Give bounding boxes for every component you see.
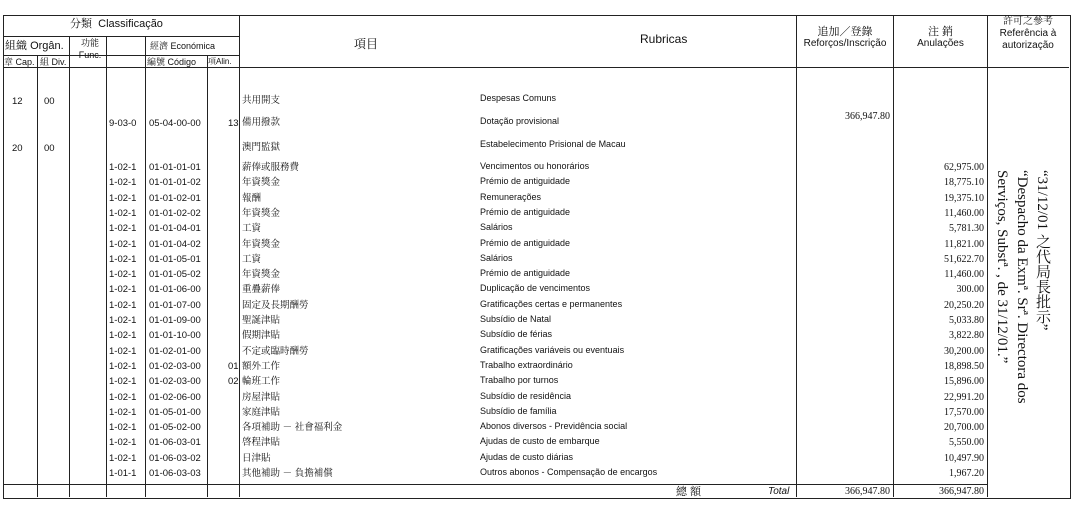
group-zh: 澳門監獄	[242, 142, 281, 153]
hdr-cap: 章 Cap.	[4, 57, 35, 67]
row-code: 01-01-01-02	[149, 177, 201, 188]
hdr-anul: 注 銷 Anulações	[917, 26, 964, 49]
col-line-item	[239, 15, 240, 497]
row-pt: Abonos diversos - Previdência social	[480, 421, 628, 431]
hdr-rubricas: Rubricas	[640, 32, 688, 46]
row-pt: Trabalho extraordinário	[480, 360, 573, 370]
row-pt: Ajudas de custo de embarque	[480, 436, 600, 446]
row-func: 1-02-1	[109, 193, 137, 204]
hdr-econ: 經濟 Económica	[150, 41, 216, 51]
row-zh: 報酬	[242, 193, 262, 204]
row-code: 01-01-05-02	[149, 269, 201, 280]
total-zh: 總 額	[676, 486, 702, 498]
hdr-line-1	[3, 36, 239, 37]
row-pt: Gratificações variáveis ou eventuais	[480, 345, 625, 355]
prov-func: 9-03-0	[109, 118, 137, 129]
row-anul: 18,775.10	[944, 177, 984, 188]
row-anul: 22,991.20	[944, 392, 984, 403]
row-code: 01-01-05-01	[149, 254, 201, 265]
row-code: 01-06-03-01	[149, 437, 201, 448]
row-func: 1-02-1	[109, 300, 137, 311]
row-alin: 02	[228, 376, 239, 387]
row-zh: 假期津貼	[242, 330, 281, 341]
row-zh: 重疊薪俸	[242, 284, 281, 295]
row-func: 1-02-1	[109, 254, 137, 265]
row-func: 1-02-1	[109, 361, 137, 372]
row-zh: 啓程津貼	[242, 437, 281, 448]
row-anul: 20,700.00	[944, 422, 984, 433]
hdr-alin: 項Alin.	[208, 57, 232, 66]
row-zh: 各項補助 － 社會福利金	[242, 422, 343, 433]
row-code: 01-05-02-00	[149, 422, 201, 433]
row-pt: Duplicação de vencimentos	[480, 283, 591, 293]
row-pt: Subsídio de família	[480, 406, 557, 416]
row-anul: 15,896.00	[944, 376, 984, 387]
row-code: 01-06-03-03	[149, 468, 201, 479]
auth-line-3: Serviços, Substª. , de 31/12/01.”	[994, 170, 1010, 364]
row-func: 1-02-1	[109, 376, 137, 387]
row-anul: 11,821.00	[944, 239, 984, 250]
row-pt: Subsídio de Natal	[480, 314, 552, 324]
row-pt: Prémio de antiguidade	[480, 238, 571, 248]
row-func: 1-02-1	[109, 437, 137, 448]
row-pt: Subsídio de residência	[480, 391, 572, 401]
hdr-codigo: 編號 Código	[147, 57, 197, 67]
row-anul: 5,033.80	[949, 315, 984, 326]
row-func: 1-02-1	[109, 407, 137, 418]
row-code: 01-01-02-01	[149, 193, 201, 204]
row-zh: 年資獎金	[242, 177, 281, 188]
row-anul: 18,898.50	[944, 361, 984, 372]
col-line-econ	[106, 36, 107, 497]
total-anul: 366,947.80	[939, 486, 984, 497]
group-cap: 20	[12, 143, 23, 154]
col-line-reforco	[796, 15, 797, 497]
prov-code: 05-04-00-00	[149, 118, 201, 129]
total-reforco: 366,947.80	[845, 486, 890, 497]
row-code: 01-01-10-00	[149, 330, 201, 341]
prov-pt: Dotação provisional	[480, 116, 560, 126]
auth-line-2: “Despacho da Exmª. Srª. Directora dos	[1014, 170, 1030, 404]
row-anul: 17,570.00	[944, 407, 984, 418]
row-anul: 11,460.00	[944, 269, 984, 280]
row-pt: Salários	[480, 253, 513, 263]
row-anul: 11,460.00	[944, 208, 984, 219]
row-func: 1-02-1	[109, 239, 137, 250]
prov-zh: 備用撥款	[242, 117, 281, 128]
row-zh: 輪班工作	[242, 376, 281, 387]
row-zh: 薪俸或服務費	[242, 162, 300, 173]
row-anul: 19,375.10	[944, 193, 984, 204]
row-anul: 30,200.00	[944, 346, 984, 357]
row-anul: 20,250.20	[944, 300, 984, 311]
hdr-func: 功能 Func.	[78, 38, 102, 60]
row-zh: 工資	[242, 254, 262, 265]
row-func: 1-02-1	[109, 422, 137, 433]
row-pt: Salários	[480, 222, 513, 232]
row-zh: 年資獎金	[242, 239, 281, 250]
row-alin: 01	[228, 361, 239, 372]
row-code: 01-02-06-00	[149, 392, 201, 403]
group-zh: 共用開支	[242, 95, 281, 106]
row-zh: 固定及長期酬勞	[242, 300, 309, 311]
row-zh: 日津貼	[242, 453, 271, 464]
row-zh: 家庭津貼	[242, 407, 281, 418]
row-anul: 300.00	[956, 284, 984, 295]
row-func: 1-02-1	[109, 177, 137, 188]
row-anul: 3,822.80	[949, 330, 984, 341]
group-div: 00	[44, 96, 55, 107]
col-line-codigo	[145, 36, 146, 497]
row-zh: 工資	[242, 223, 262, 234]
row-pt: Subsídio de férias	[480, 329, 553, 339]
row-func: 1-02-1	[109, 346, 137, 357]
row-pt: Outros abonos - Compensação de encargos	[480, 467, 658, 477]
row-anul: 1,967.20	[949, 468, 984, 479]
row-code: 01-01-06-00	[149, 284, 201, 295]
col-line-func	[69, 36, 70, 497]
auth-line-1: “31/12/01 之代局長批示”	[1034, 170, 1050, 331]
row-code: 01-01-02-02	[149, 208, 201, 219]
group-div: 00	[44, 143, 55, 154]
row-code: 01-02-01-00	[149, 346, 201, 357]
hdr-classif: 分類 Classificação	[70, 18, 163, 30]
col-line-anul	[893, 15, 894, 497]
prov-reforco: 366,947.80	[845, 111, 890, 122]
row-func: 1-02-1	[109, 453, 137, 464]
row-code: 01-02-03-00	[149, 376, 201, 387]
row-anul: 51,622.70	[944, 254, 984, 265]
row-zh: 房屋津貼	[242, 392, 281, 403]
group-pt: Despesas Comuns	[480, 93, 557, 103]
row-func: 1-02-1	[109, 284, 137, 295]
hdr-organ: 組織 Orgân.	[5, 40, 64, 52]
row-pt: Prémio de antiguidade	[480, 268, 571, 278]
hdr-ref: 許可之參考 Referência à autorização	[999, 16, 1057, 51]
hdr-div: 組 Div.	[40, 57, 67, 67]
row-code: 01-01-09-00	[149, 315, 201, 326]
row-code: 01-01-01-01	[149, 162, 201, 173]
row-pt: Prémio de antiguidade	[480, 176, 571, 186]
row-pt: Gratificações certas e permanentes	[480, 299, 623, 309]
row-zh: 額外工作	[242, 361, 281, 372]
row-zh: 不定或臨時酬勞	[242, 346, 309, 357]
row-code: 01-02-03-00	[149, 361, 201, 372]
row-code: 01-05-01-00	[149, 407, 201, 418]
row-zh: 年資獎金	[242, 208, 281, 219]
row-func: 1-02-1	[109, 330, 137, 341]
row-code: 01-01-04-01	[149, 223, 201, 234]
group-pt: Estabelecimento Prisional de Macau	[480, 139, 626, 149]
row-pt: Vencimentos ou honorários	[480, 161, 590, 171]
group-cap: 12	[12, 96, 23, 107]
row-anul: 5,550.00	[949, 437, 984, 448]
row-pt: Prémio de antiguidade	[480, 207, 571, 217]
hdr-item: 項目	[354, 37, 379, 51]
row-pt: Ajudas de custo diárias	[480, 452, 574, 462]
row-func: 1-02-1	[109, 392, 137, 403]
col-line-div	[37, 55, 38, 497]
row-func: 1-02-1	[109, 315, 137, 326]
col-line-alin	[207, 55, 208, 497]
col-line-ref	[987, 15, 988, 497]
row-zh: 聖誕津貼	[242, 315, 281, 326]
authorization-note	[992, 170, 1052, 420]
row-pt: Trabalho por turnos	[480, 375, 559, 385]
row-code: 01-06-03-02	[149, 453, 201, 464]
row-anul: 5,781.30	[949, 223, 984, 234]
hdr-reforcos: 追加／登錄 Reforços/Inscrição	[803, 26, 887, 49]
total-pt: Total	[768, 486, 790, 497]
row-zh: 年資獎金	[242, 269, 281, 280]
row-func: 1-02-1	[109, 223, 137, 234]
row-code: 01-01-04-02	[149, 239, 201, 250]
hdr-line-2	[3, 55, 239, 56]
row-anul: 62,975.00	[944, 162, 984, 173]
row-func: 1-02-1	[109, 208, 137, 219]
total-line-top	[3, 484, 987, 485]
row-func: 1-02-1	[109, 269, 137, 280]
row-anul: 10,497.90	[944, 453, 984, 464]
prov-alin: 13	[228, 118, 239, 129]
row-func: 1-01-1	[109, 468, 137, 479]
row-code: 01-01-07-00	[149, 300, 201, 311]
row-zh: 其他補助 － 負擔補償	[242, 468, 333, 479]
row-func: 1-02-1	[109, 162, 137, 173]
row-pt: Remunerações	[480, 192, 542, 202]
